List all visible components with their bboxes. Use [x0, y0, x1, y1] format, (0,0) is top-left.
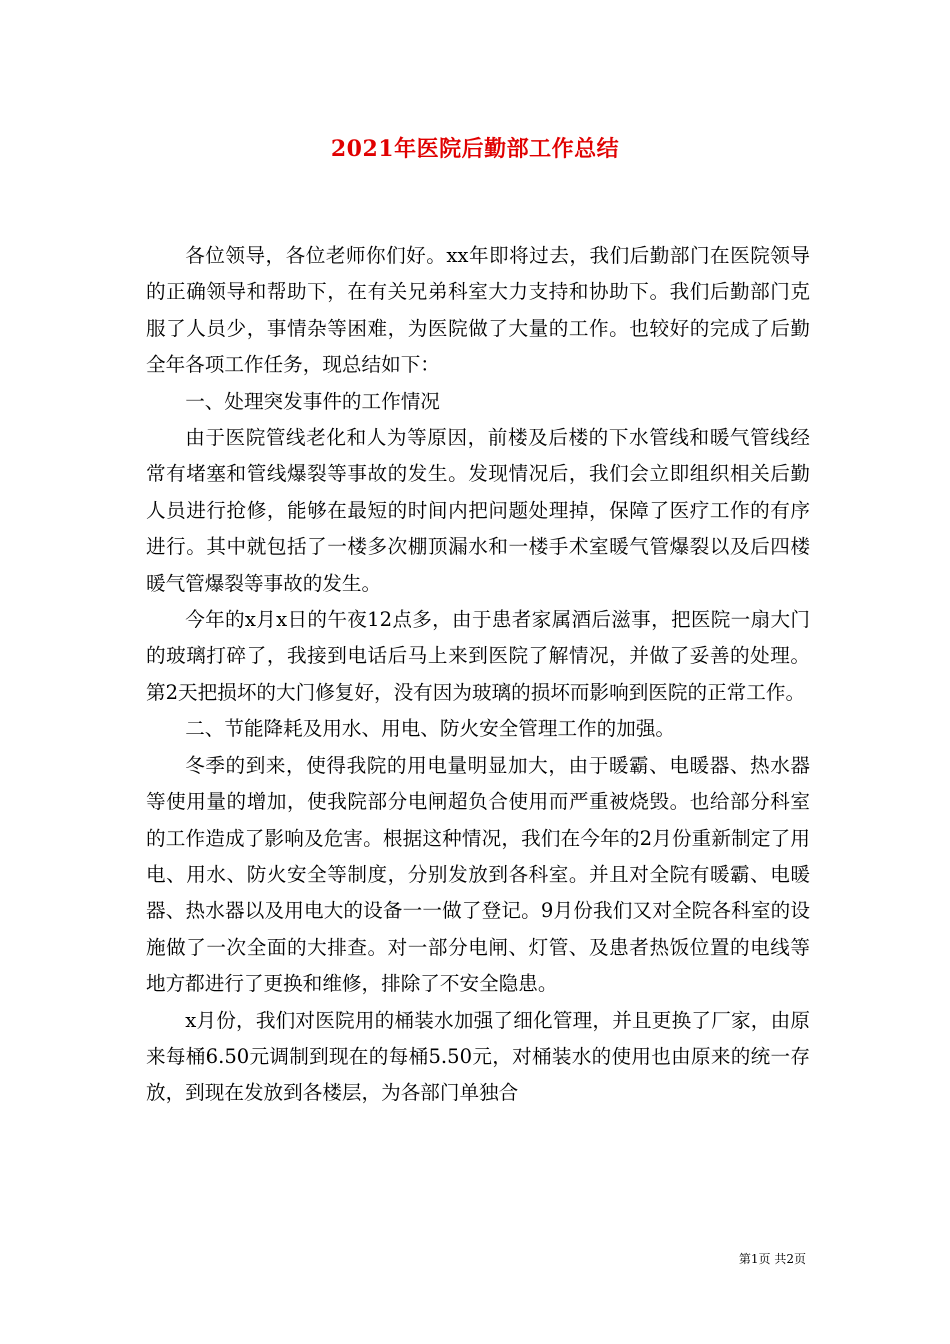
document-body [146, 238, 810, 1112]
document-title: 2021年医院后勤部工作总结 [330, 136, 620, 162]
paragraph-electricity-safety: 冬季的到来，使得我院的用电量明显加大，由于暖霸、电暖器、热水器等使用量的增加，使我院部分电闸超负合使用而严重被烧毁。也给部分科室的工作造成了影响及危害。根据这种情况，我们在今年的2月份重新制定了用电、用水、防火安全等制度，分别发放到各科室。并且对全院有暖霸、电暖器、热水器以及用电大的设备一一做了登记。9月份我们又对全院各科室的设施做了一次全面的大排查。对一部分电闸、灯管、及患者热饭位置的电线等地方都进行了更换和维修，排除了不安全隐患。 [146, 753, 810, 996]
paragraph-bottled-water: x月份，我们对医院用的桶装水加强了细化管理，并且更换了厂家，由原来每桶6.50元调制到现在的每桶5.50元，对桶装水的使用也由原来的统一存放，到现在发放到各楼层，为各部门单独合 [146, 1008, 810, 1105]
page-number: 第1页 共2页 [738, 1252, 806, 1266]
paragraph-pipeline-incidents: 由于医院管线老化和人为等原因，前楼及后楼的下水管线和暖气管线经常有堵塞和管线爆裂等事故的发生。发现情况后，我们会立即组织相关后勤人员进行抢修，能够在最短的时间内把问题处理掉，保障了医疗工作的有序进行。其中就包括了一楼多次棚顶漏水和一楼手术室暖气管爆裂以及后四楼暖气管爆裂等事故的发生。 [146, 426, 810, 595]
paragraph-intro: 各位领导，各位老师你们好。xx年即将过去，我们后勤部门在医院领导的正确领导和帮助下，在有关兄弟科室大力支持和协助下。我们后勤部门克服了人员少，事情杂等困难，为医院做了大量的工作。也较好的完成了后勤全年各项工作任务，现总结如下： [146, 244, 810, 377]
paragraph-glass-door-incident: 今年的x月x日的午夜12点多，由于患者家属酒后滋事，把医院一扇大门的玻璃打碎了，我接到电话后马上来到医院了解情况，并做了妥善的处理。第2天把损坏的大门修复好，没有因为玻璃的损坏而影响到医院的正常工作。 [146, 608, 810, 704]
section-heading-1: 一、处理突发事件的工作情况 [185, 389, 440, 413]
section-heading-2: 二、节能降耗及用水、用电、防火安全管理工作的加强。 [185, 717, 676, 741]
